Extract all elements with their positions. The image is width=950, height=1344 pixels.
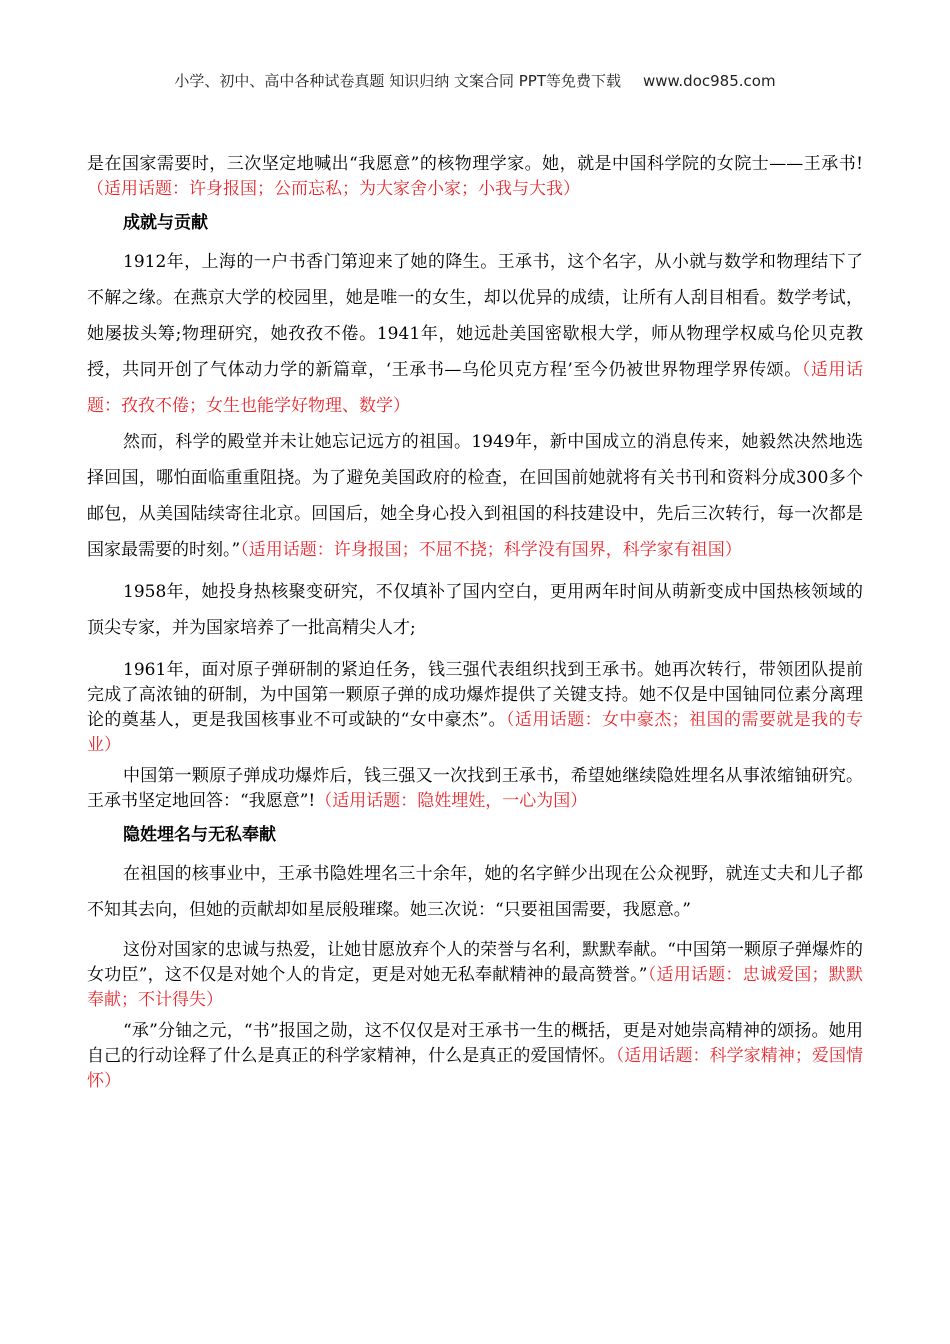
paragraph-1961 xyxy=(87,658,863,758)
intro-text: 是在国家需要时，三次坚定地喊出“我愿意”的核物理学家。她，就是中国科学院的女院士——王承书! xyxy=(87,154,863,174)
paragraph-1958 xyxy=(87,574,863,646)
intro-topic-note: （适用话题：许身报国；公而忘私；为大家舍小家；小我与大我） xyxy=(87,179,580,199)
topic-note: （适用话题：隐姓埋姓，一心为国） xyxy=(315,791,588,811)
paragraph-loyalty xyxy=(87,938,863,1013)
header-text: 小学、初中、高中各种试卷真题 知识归纳 文案合同 PPT等免费下载 xyxy=(174,72,621,90)
paragraph-text: 这份对国家的忠诚与热爱，让她甘愿放弃个人的荣誉与名利，默默奉献。“中国第一颗原子弹爆炸的女功臣”，这不仅是对她个人的肯定，更是对她无私奉献精神的最高赞誉。” xyxy=(87,940,863,985)
topic-note: （适用话题：科学家精神；爱国情怀） xyxy=(87,1046,864,1091)
intro-paragraph xyxy=(87,152,863,202)
topic-note: （适用话题：孜孜不倦；女生也能学好物理、数学） xyxy=(87,360,863,416)
paragraph-text: 1912年，上海的一户书香门第迎来了她的降生。王承书，这个名字，从小就与数学和物理结下了不解之缘。在燕京大学的校园里，她是唯一的女生，却以优异的成绩，让所有人刮目相看。数学考试，她屡拔头筹;物理研究，她孜孜不倦。1941年，她远赴美国密歇根大学，师从物理学权威乌伦贝克教授，共同开创了气体动力学的新篇章，‘王承书—乌伦贝克方程’至今仍被世界物理学界传颂。 xyxy=(87,252,863,380)
paragraph-text: 中国第一颗原子弹成功爆炸后，钱三强又一次找到王承书，希望她继续隐姓埋名从事浓缩铀研究。王承书坚定地回答：“我愿意”! xyxy=(87,766,863,811)
topic-note: （适用话题：女中豪杰；祖国的需要就是我的专业） xyxy=(87,710,863,755)
paragraph-thirty-years xyxy=(87,856,863,928)
topic-note: （适用话题：忠诚爱国；默默奉献；不计得失） xyxy=(87,965,863,1010)
paragraph-return-home xyxy=(87,424,863,568)
paragraph-text: 1958年，她投身热核聚变研究，不仅填补了国内空白，更用两年时间从萌新变成中国热核领域的顶尖专家，并为国家培养了一批高精尖人才; xyxy=(87,582,863,638)
section-heading-anonymity: 隐姓埋名与无私奉献 xyxy=(123,825,276,845)
header-site-link[interactable]: www.doc985.com xyxy=(642,72,776,90)
paragraph-i-am-willing xyxy=(87,764,863,814)
paragraph-name-meaning xyxy=(87,1019,863,1094)
page-header xyxy=(0,70,950,91)
section-heading-achievements: 成就与贡献 xyxy=(123,213,208,233)
topic-note: （适用话题：许身报国；不屈不挠；科学没有国界，科学家有祖国） xyxy=(240,540,742,560)
paragraph-early-life xyxy=(87,244,863,424)
paragraph-text: 在祖国的核事业中，王承书隐姓埋名三十余年，她的名字鲜少出现在公众视野，就连丈夫和儿子都不知其去向，但她的贡献却如星辰般璀璨。她三次说：“只要祖国需要，我愿意。” xyxy=(87,864,863,920)
document-body xyxy=(87,152,863,1094)
paragraph-text: 然而，科学的殿堂并未让她忘记远方的祖国。1949年，新中国成立的消息传来，她毅然决然地选择回国，哪怕面临重重阻挠。为了避免美国政府的检查，在回国前她就将有关书刊和资料分成300多个邮包，从美国陆续寄往北京。回国后，她全身心投入到祖国的科技建设中，先后三次转行，每一次都是国家最需要的时刻。” xyxy=(87,432,863,560)
paragraph-text: “承”分铀之元，“书”报国之勋，这不仅仅是对王承书一生的概括，更是对她崇高精神的颂扬。她用自己的行动诠释了什么是真正的科学家精神，什么是真正的爱国情怀。 xyxy=(87,1021,863,1066)
paragraph-text: 1961年，面对原子弹研制的紧迫任务，钱三强代表组织找到王承书。她再次转行，带领团队提前完成了高浓铀的研制，为中国第一颗原子弹的成功爆炸提供了关键支持。她不仅是中国铀同位素分离理论的奠基人，更是我国核事业不可或缺的“女中豪杰”。 xyxy=(87,660,863,730)
